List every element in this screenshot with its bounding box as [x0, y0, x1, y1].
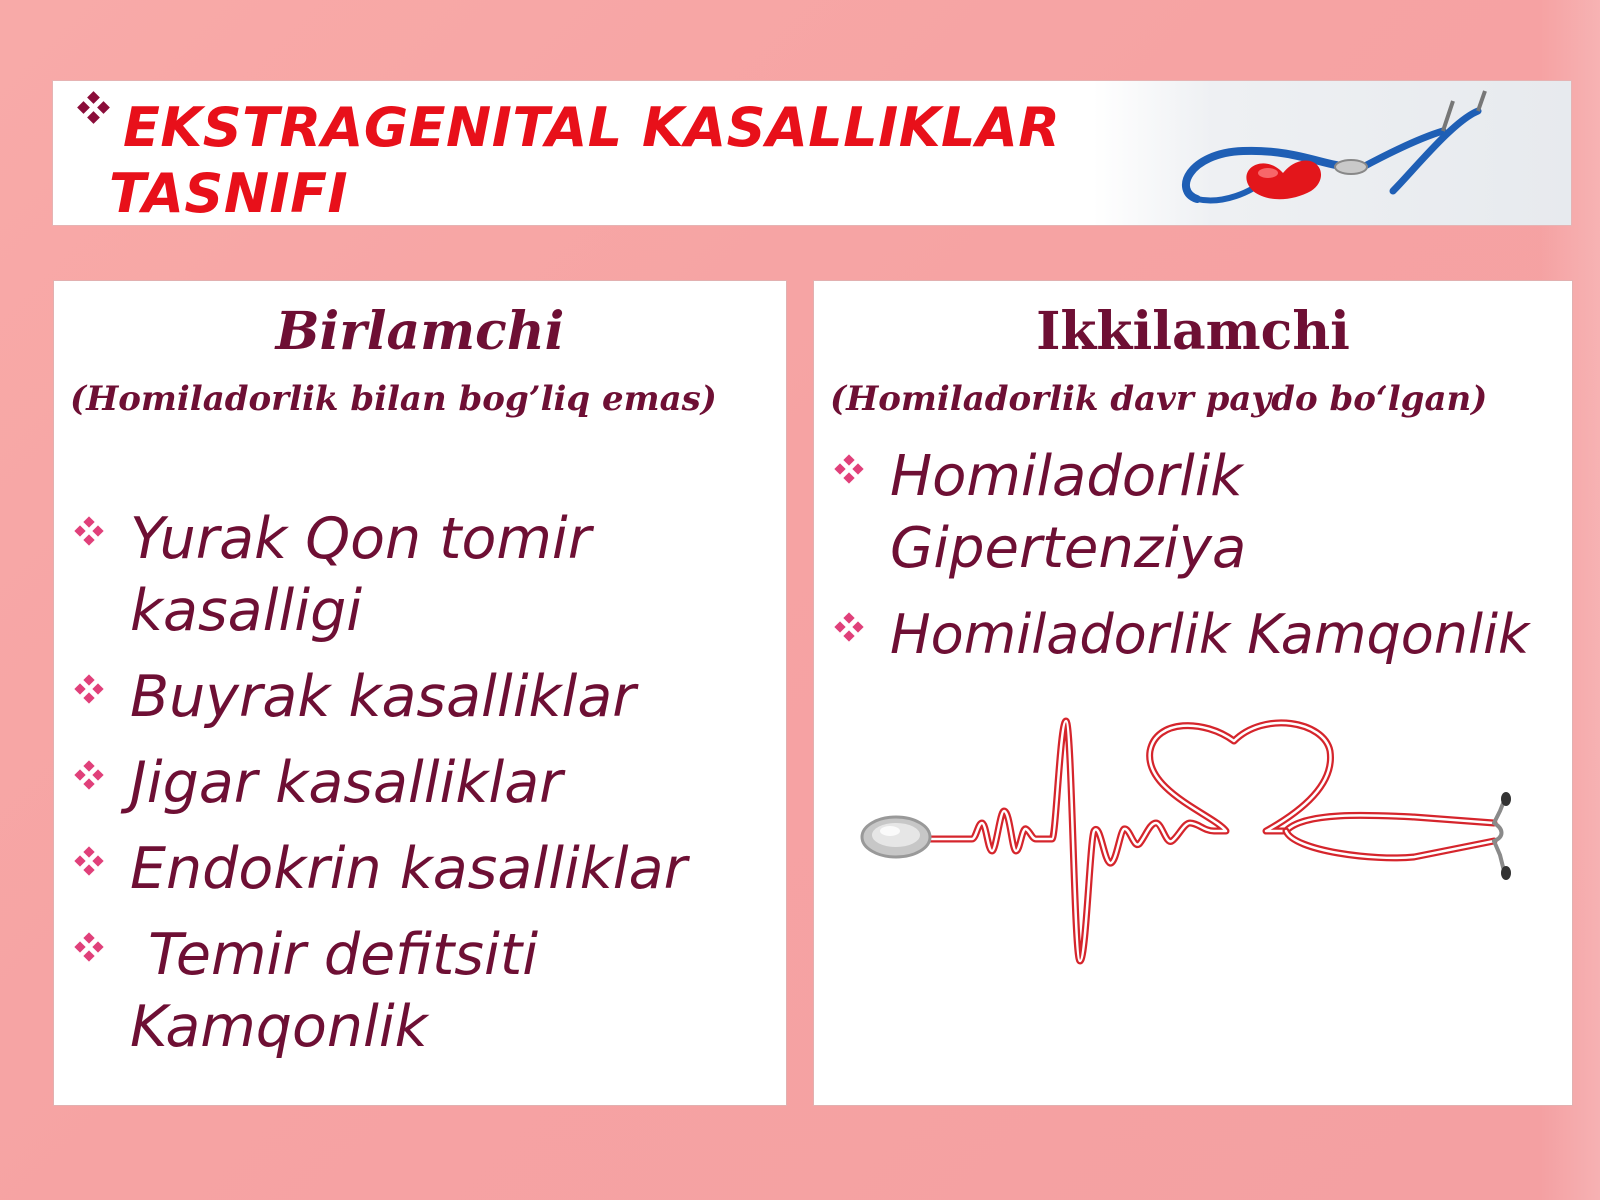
diamond-bullet-icon	[832, 611, 866, 645]
diamond-cluster-bullet-icon	[73, 89, 113, 129]
secondary-list	[814, 441, 1572, 685]
stethoscope-heart-icon	[1093, 81, 1572, 226]
slide-title-line2: TASNIFI	[109, 162, 349, 225]
list-item	[814, 599, 1572, 671]
list-item-text: Homiladorlik Kamqonlik	[890, 603, 1530, 666]
secondary-panel	[813, 280, 1573, 1106]
primary-list	[54, 503, 786, 1077]
list-item-text: Temir defitsiti Kamqonlik	[130, 922, 557, 1060]
list-item	[54, 919, 786, 1063]
secondary-subheading: (Homiladorlik davr paydo bo‘lgan)	[830, 379, 1488, 419]
list-item-text: Yurak Qon tomir kasalligi	[130, 506, 610, 644]
diamond-bullet-icon	[72, 515, 106, 549]
list-item-text: Buyrak kasalliklar	[130, 664, 636, 730]
list-item-text: Homiladorlik Gipertenziya	[890, 444, 1261, 581]
secondary-heading: Ikkilamchi	[1036, 301, 1350, 362]
diamond-bullet-icon	[72, 931, 106, 965]
list-item	[814, 441, 1572, 585]
diamond-bullet-icon	[72, 673, 106, 707]
title-box	[52, 80, 1572, 226]
list-item	[54, 661, 786, 733]
list-item	[54, 747, 786, 819]
list-item-text: Endokrin kasalliklar	[130, 836, 688, 902]
list-item	[54, 833, 786, 905]
diamond-bullet-icon	[72, 759, 106, 793]
primary-heading: Birlamchi	[275, 301, 565, 362]
primary-panel	[53, 280, 787, 1106]
diamond-bullet-icon	[72, 845, 106, 879]
slide-title-line1: EKSTRAGENITAL KASALLIKLAR	[123, 96, 1061, 159]
diamond-bullet-icon	[832, 453, 866, 487]
stethoscope-heartbeat-icon	[854, 711, 1544, 971]
list-item-text: Jigar kasalliklar	[130, 750, 563, 816]
slide-title	[109, 95, 1109, 226]
primary-subheading: (Homiladorlik bilan bog’liq emas)	[70, 379, 717, 419]
list-item	[54, 503, 786, 647]
stethoscope-heart-image	[1093, 81, 1572, 226]
